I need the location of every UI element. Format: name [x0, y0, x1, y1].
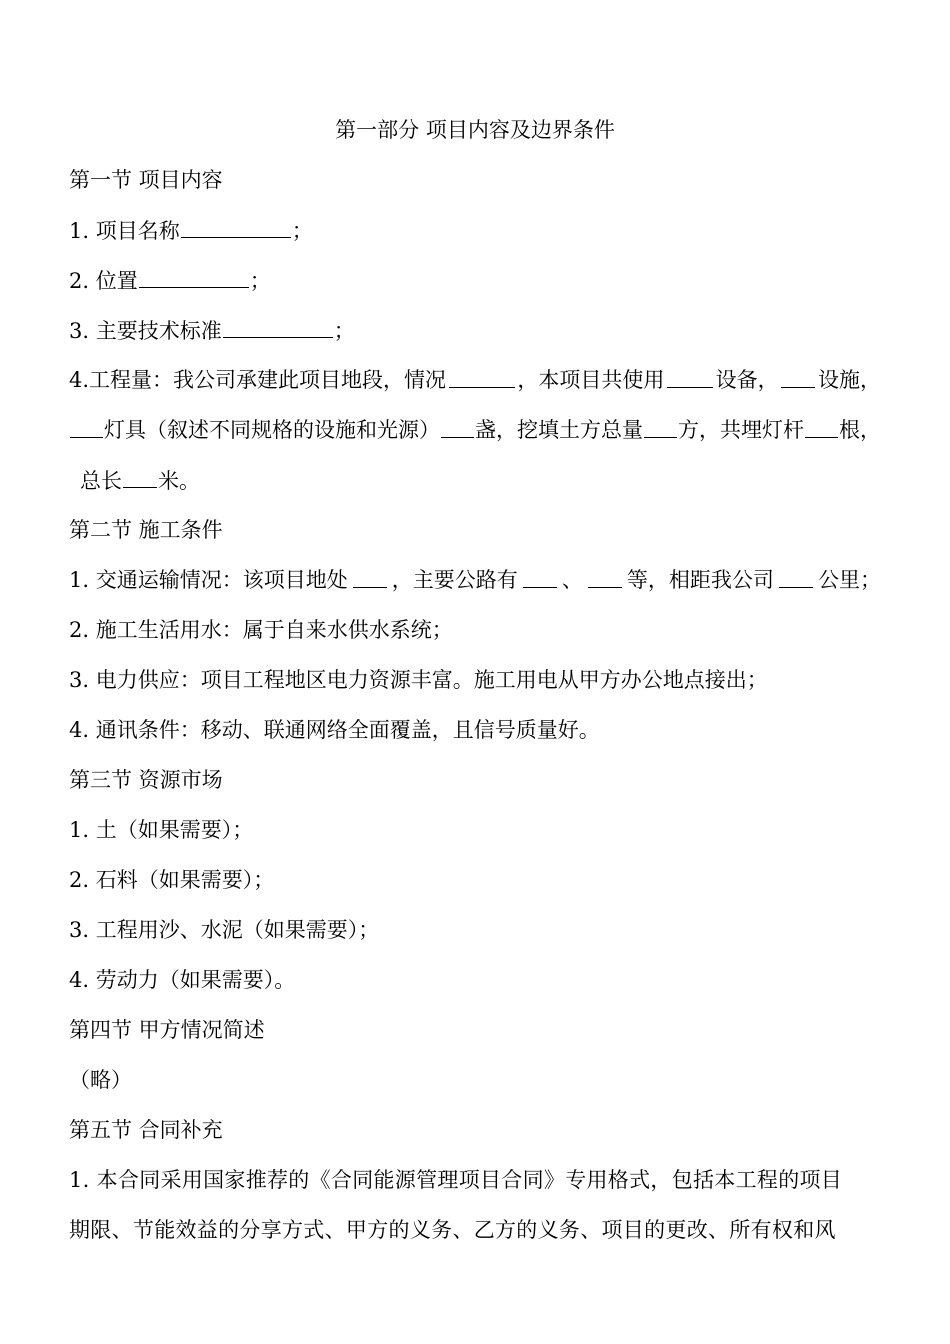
item-transport	[69, 565, 881, 595]
blank-field[interactable]	[779, 565, 813, 588]
blank-field[interactable]	[123, 465, 157, 488]
section-heading-2: 第二节 施工条件	[69, 518, 223, 542]
blank-field[interactable]	[70, 415, 103, 438]
section-heading-5: 第五节 合同补充	[69, 1118, 223, 1142]
text-run: 4.工程量：我公司承建此项目地段，情况	[69, 368, 447, 392]
text-run: 等，相距我公司	[626, 568, 774, 592]
item-stone: 2. 石料（如果需要）；	[69, 868, 275, 892]
item-label: 3. 主要技术标准	[69, 319, 222, 343]
item-suffix: ；	[291, 219, 313, 243]
blank-field[interactable]	[644, 415, 677, 438]
blank-field[interactable]	[449, 365, 515, 388]
item-suffix: ；	[333, 319, 355, 343]
item-quantity-line1	[69, 365, 881, 395]
text-run: 根，	[839, 418, 881, 442]
item-project-name	[69, 215, 881, 245]
text-run: ，本项目共使用	[517, 368, 665, 392]
item-soil: 1. 土（如果需要）；	[69, 818, 254, 842]
blank-field[interactable]	[353, 565, 387, 588]
text-run: 盏，挖填土方总量	[475, 418, 643, 442]
blank-field[interactable]	[805, 415, 838, 438]
blank-field[interactable]	[523, 565, 557, 588]
item-label: 1. 项目名称	[69, 219, 180, 243]
item-labor: 4. 劳动力（如果需要）。	[69, 968, 296, 992]
item-power: 3. 电力供应：项目工程地区电力资源丰富。施工用电从甲方办公地点接出；	[69, 668, 768, 692]
blank-field[interactable]	[223, 315, 333, 338]
text-run: 设备，	[715, 368, 779, 392]
section-heading-3: 第三节 资源市场	[69, 768, 223, 792]
text-run: 总长	[80, 469, 122, 493]
text-run: 设施，	[817, 368, 881, 392]
text-run: 、	[561, 568, 583, 592]
item-sand-cement: 3. 工程用沙、水泥（如果需要）；	[69, 918, 380, 942]
item-label: 2. 位置	[69, 269, 138, 293]
item-tech-standard	[69, 315, 881, 345]
item-water: 2. 施工生活用水：属于自来水供水系统；	[69, 618, 453, 642]
text-run: ，主要公路有	[391, 568, 518, 592]
item-quantity-line3	[80, 465, 881, 495]
section-heading-1: 第一节 项目内容	[69, 168, 223, 192]
blank-field[interactable]	[781, 365, 815, 388]
item-quantity-line2	[69, 415, 881, 445]
item-location	[69, 265, 881, 295]
paragraph-line: 期限、节能效益的分享方式、甲方的义务、乙方的义务、项目的更改、所有权和风	[69, 1218, 836, 1242]
text-run: 米。	[158, 469, 200, 493]
section-heading-4: 第四节 甲方情况简述	[69, 1018, 265, 1042]
blank-field[interactable]	[181, 215, 291, 238]
blank-field[interactable]	[667, 365, 713, 388]
section-4-body: （略）	[69, 1068, 132, 1092]
paragraph-line: 1. 本合同采用国家推荐的《合同能源管理项目合同》专用格式，包括本工程的项目	[69, 1168, 843, 1192]
blank-field[interactable]	[441, 415, 474, 438]
text-run: 灯具（叙述不同规格的设施和光源）	[104, 418, 440, 442]
item-communication: 4. 通讯条件：移动、联通网络全面覆盖，且信号质量好。	[69, 718, 600, 742]
document-title: 第一部分 项目内容及边界条件	[335, 118, 615, 142]
text-run: 方，共埋灯杆	[678, 418, 804, 442]
blank-field[interactable]	[588, 565, 622, 588]
text-run: 公里；	[817, 568, 881, 592]
item-suffix: ；	[249, 269, 271, 293]
text-run: 1. 交通运输情况：该项目地处	[69, 568, 348, 592]
blank-field[interactable]	[139, 265, 249, 288]
